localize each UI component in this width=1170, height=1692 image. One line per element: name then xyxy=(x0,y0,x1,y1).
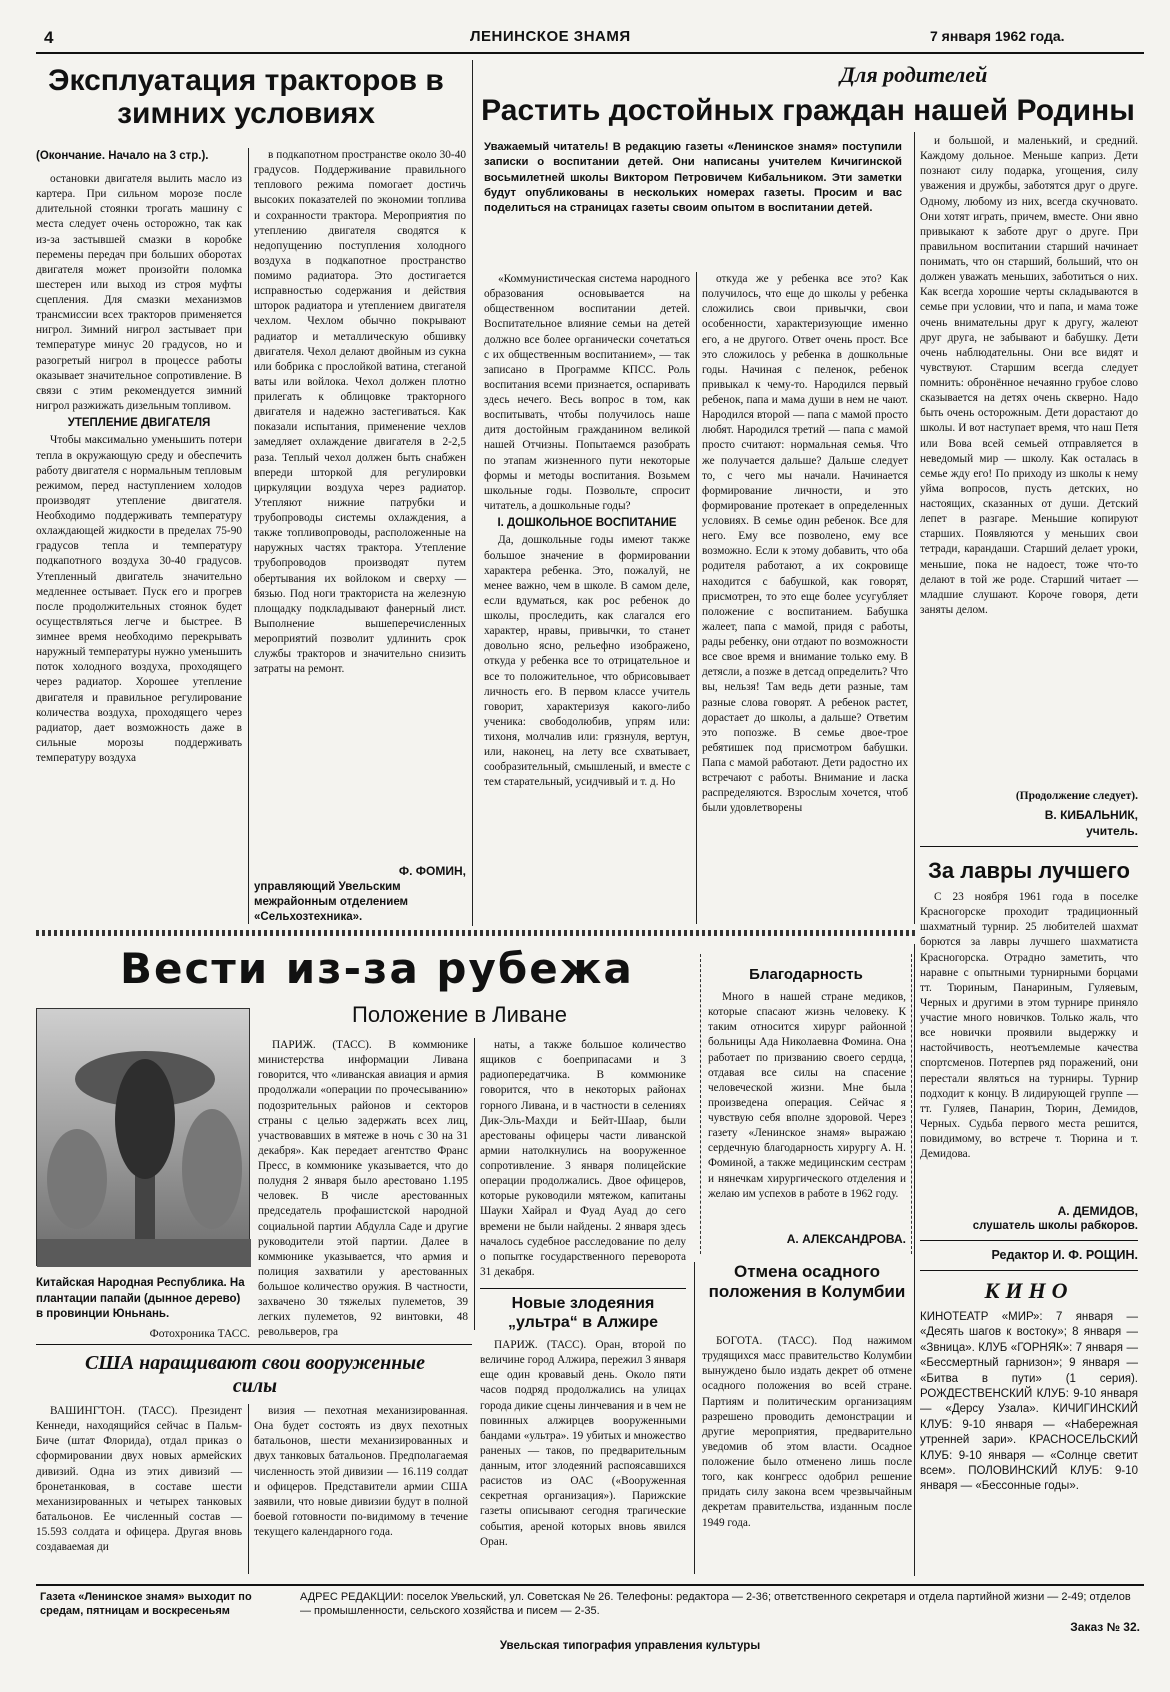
issue-date: 7 января 1962 года. xyxy=(930,28,1065,44)
parents-column-1: «Коммунистическая система народного образования основывается на общественном воспитании детей. Воспитательное влияние семьи на детей должно все более органически сочетаться с их общественным воспитанием», — так записано в Программе КПСС. Роль воспитания всеми признается, оспаривать здесь нечего. Весь вопрос в том, как воспитывать, чтобы получилось наше дитя достойным гражданином великой нашей Отчизны. Попытаемся разобрать по этапам жизненного пути некоторые формы и методы воспитания. Возьмем школьные годы. Позвольте, спросит читатель, а дошкольные годы? I. ДОШКОЛЬНОЕ ВОСПИТАНИЕ Да, дошкольные годы имеют также большое значение в формировании характера ребенка. Это, пожалуй, не менее важно, чем в школе. В самом деле, если вдуматься, как рос ребенок до школы, проследить, как слагался его характер, нравы, привычки, то станет довольно ясно, рельефно изображено, откуда у ребенка все то отрицательное и все то положительное, что обрисовывает личность его. В первом классе учитель говорит, характеризуя какого-либо ученика: свободолюбив, упрям или: тихоня, молчалив или: грязнуля, вертун, или, наконец, на лету все схватывает, сообразительный, смышленый, и вместе с тем старательный, усидчивый и т. д. Но xyxy=(484,273,690,789)
kino-title: КИНО xyxy=(984,1278,1074,1303)
thanks-body: Много в нашей стране медиков, которые спасают жизнь человеку. К таким относится хирург районной больницы Ада Николаевна Фомина. Она работает по призванию своего сердца, отдавая все силы на спасение человеческой жизни. Мне была произведена операция. Сейчас я чувствую себя вполне здоровой. Через газету «Ленинское знамя» выражаю сердечную благодарность хирургу А. Н. Фоминой, а также медицинским сестрам и нянечкам хирургического отделения и желаю им успехов в работе в 1962 году. xyxy=(708,991,906,1200)
parents-signature-role: учитель. xyxy=(1086,824,1138,838)
thanks-title: Благодарность xyxy=(749,966,863,983)
footer-schedule: Газета «Ленинское знамя» выходит по средам, пятницам и воскресеньям xyxy=(40,1591,252,1618)
parents-subhead: I. ДОШКОЛЬНОЕ ВОСПИТАНИЕ xyxy=(497,517,677,529)
kino-body: КИНОТЕАТР «МИР»: 7 января — «Десять шагов к востоку»; 8 января — «Звница». КЛУБ «ГОРНЯК»: 7 января — «Бессмертный гарнизон»; 9 января — «Битва в пути» (1 серия). РОЖДЕСТВЕНСКИЙ КЛУБ: 9-10 января — «Дерсу Узала». КИЧИГИНСКИЙ КЛУБ: 9-10 января — «Набережная утренней зари». КРАСНОСЕЛЬСКИЙ КЛУБ: 9-10 января — «Солнце светит всем». ПОЛОВИНСКИЙ КЛУБ: 9-10 января — «Бессонные годы». xyxy=(920,1311,1138,1493)
masthead-rule xyxy=(36,52,1144,54)
footer-rule xyxy=(36,1584,1144,1586)
algeria-body: ПАРИЖ. (ТАСС). Оран, второй по величине город Алжира, пережил 3 января еще один кровавый день. Около пяти часов подряд продолжались на улицах города дикие сцены линчевания и в чем не повинных алжирцев вооруженными бандами «ультра». 19 убитых и множество раненых — таков, по предварительным данным, итог злодеяний распоясавшихся расистов из ОАС («Вооруженная секретная организация»). Парижские газеты описывают сегодня трагические события, ареной которых вновь явился Оран. xyxy=(480,1339,686,1548)
parents-lead: Уважаемый читатель! В редакцию газеты «Ленинское знамя» поступили записки о воспитании детей. Они написаны учителем Кичигинской восьмилетней школы Виктором Петровичем Кибальником. Эти заметки будут опубликованы в нескольких номерах газеты. Просим и вас поделиться на страницах газеты своим опытом в воспитании детей. xyxy=(484,141,902,214)
papaya-photo xyxy=(36,1008,250,1266)
tractors-title: Эксплуатация тракторов в зимних условиях xyxy=(48,64,444,130)
parents-signature: В. КИБАЛЬНИК, xyxy=(1044,808,1138,822)
section-separator xyxy=(36,930,916,936)
news-subtitle: Положение в Ливане xyxy=(352,1002,567,1027)
colombia-title: Отмена осадного положения в Колумбии xyxy=(708,1262,906,1302)
tractors-intro: (Окончание. Начало на 3 стр.). xyxy=(36,150,209,162)
tractors-signature: Ф. ФОМИН, xyxy=(398,864,466,878)
tractors-subhead: УТЕПЛЕНИЕ ДВИГАТЕЛЯ xyxy=(67,417,211,429)
lebanon-column-2: наты, а также большое количество ящиков с боеприпасами и 3 радиопередатчика. В коммюнике говорится, что в некоторых районах горного Ливана, и в частности в селениях Дик-Эль-Махди и Бейт-Шаар, были арестованы офицеры части ливанской армии натолкнулись на вооруженное сопротивление. 3 января полицейские операции продолжались. Двое офицеров, которые руководили мятежом, капитаны Шауки Хайрал и Фуад Ауад до сего времени не были найдены. 2 января здесь началось судебное расследование по делу о попытке государственного переворота 31 декабря. xyxy=(480,1039,686,1278)
papaya-tree-icon xyxy=(37,1009,251,1267)
lebanon-column-1: ПАРИЖ. (ТАСС). В коммюнике министерства информации Ливана говорится, что «ливанская авиация и армия продолжали «операции по прочесыванию» подозрительных районов и секторов страны с целью задержать всех лиц, участвовавших в мятеже в ночь с 30 на 31 декабря». Как передает агентство Франс Пресс, в коммюнике указывается, что до полудня 2 января было арестовано 1.195 человек. В числе арестованных председатель профашистской народной социальной партии Абдулла Саде и другие руководители этой партии. Далее в коммюнике указывается, что армия и полиция захватили у арестованных большое количество оружия. В частности, захвачено 30 тяжелых пулеметов, 39 легких пулеметов, 92 винтовки, 48 револьверов, гра xyxy=(258,1039,468,1339)
parents-kicker: Для родителей xyxy=(840,62,988,87)
laurels-signature-role: слушатель школы рабкоров. xyxy=(972,1220,1138,1232)
paper-name: ЛЕНИНСКОЕ ЗНАМЯ xyxy=(470,28,631,45)
usa-title: США наращивают свои вооруженные силы xyxy=(84,1352,426,1397)
editor-line: Редактор И. Ф. РОЩИН. xyxy=(991,1248,1138,1262)
page-number: 4 xyxy=(44,28,54,47)
tractors-column-1: остановки двигателя вылить масло из картера. При сильном морозе после длительной стоянки трогать машину с места следует очень осторожно, так как из-за застывшей смазки в коробке перемены передач при больших оборотах двигателя может произойти поломка шестерен или выход из строя муфты сцепления. Для смазки механизмов трансмиссии всех тракторов применяется нигрол. Зимний нигрол застывает при температуре минус 20 градусов, но и разогретый нигрол в процессе работы оказывает значительное сопротивление. В связи с этим рекомендуется зимний нигрол разжижать дизельным топливом. УТЕПЛЕНИЕ ДВИГАТЕЛЯ Чтобы максимально уменьшить потери тепла в окружающую среду и обеспечить работу двигателя с нормальным тепловым режимом, перед наступлением холодов производят утепление двигателя. Необходимо поддерживать температуру охлаждающей жидкости в пределах 75-90 градусов тепла и температуру подкапотного воздуха 30-40 градусов. Утепленный двигатель значительно медленнее остывает. Пуск его и прогрев после продолжительных стоянок будет осуществляться легче и быстрее. В зимнее время необходимо перекрывать наружный температуры нужно уменьшить поток холодного воздуха, проходящего через радиатор. Хорошее утепление двигателя и правильное регулирование количества воздуха, проходящего через радиатор, дает возможность даже в сильные морозы поддерживать температуру воздуха xyxy=(36,173,242,765)
parents-column-3: и большой, и маленький, и средний. Каждому дольное. Меньше каприз. Дети познают силу подарка, угощения, силу уважения и дружбы, заботятся друг о друге. Одному, любому из них, всегда скучновато. Они хотят играть, причем, вместе. Они явно привыкают к заботе друг о друге. При правильном воспитании старший начинает понимать, что он старший, больший, что он должен уважать меньших, заботиться о них. Как всегда хорошие черты складываются в семье при условии, что и папа, и мама тоже очень внимательны друг к другу, жалеют друг друга, не забывают и бабушку. Дети очень наблюдательны. Они все видят и чувствуют. Старшим всегда следует помнить: обронённое нечаянно грубое слово сказывается на детях очень скверно. Надо быть очень осторожным. Дети дорастают до школы. И вот наступает время, что наш Петя или Вова всей семьей отправляется в неведомый мир — школу. Как осталась в семье жду его! По приходу из школы к нему уйма вопросов, пусть детских, но настоящих, сказанных от души. Детский лепет в разгаре. Меньшие копируют старших. Появляются у меньших свои тетради, карандаши. Старший делает уроки, меньшие, пока не надоест, тоже что-то делают в той же роде. Старший читает — младшие слушают. Короче говоря, дети заняты делом. xyxy=(920,135,1138,616)
colombia-body: БОГОТА. (ТАСС). Под нажимом трудящихся масс правительство Колумбии вынуждено было издать декрет об отмене осадного положения во всей стране. Партиям и политическим организациям разрешено проводить демонстрации и другие мероприятия, предварительно уведомив об этом власти. Осадное положение было отменено лишь после того, как конгресс одобрил решение придать силу закона всем чрезвычайным декретам правительства, изданным после 1949 года. xyxy=(702,1335,912,1529)
news-header: Вести из-за рубежа xyxy=(120,944,634,993)
laurels-title: За лавры лучшего xyxy=(928,858,1130,883)
usa-column-2: визия — пехотная механизированная. Она будет состоять из двух пехотных батальонов, шести механизированных и двух танковых батальонов. Предполагаемая численность этой дивизии — 16.119 солдат и офицеров. Представители армии США заявили, что новые дивизии будут в полной боевой готовности по-видимому в течение текущего календарного года. xyxy=(254,1405,468,1538)
algeria-title: Новые злодеяния „ультра“ в Алжире xyxy=(507,1295,659,1332)
footer-printer: Увельская типография управления культуры xyxy=(499,1640,761,1652)
photo-caption: Китайская Народная Республика. На плантации папайи (дынное дерево) в провинции Юньнань. xyxy=(36,1277,245,1321)
laurels-signature: А. ДЕМИДОВ, xyxy=(1057,1204,1138,1218)
thanks-signature: А. АЛЕКСАНДРОВА. xyxy=(786,1232,906,1246)
footer-address: АДРЕС РЕДАКЦИИ: поселок Увельский, ул. Советская № 26. Телефоны: редактора — 2-36; ответственного секретаря и отдела партийной жизни — 2-49; отделов — промышленности, сельского хозяйства и писем — 2-35. xyxy=(300,1591,1131,1618)
usa-column-1: ВАШИНГТОН. (ТАСС). Президент Кеннеди, находящийся сейчас в Пальм-Биче (штат Флорида), отдал приказ о сформировании двух новых армейских дивизий. Одна из этих дивизий — бронетанковая, в составе шести механизированных и четырех танковых батальонов. Ее численный состав — 15.593 солдата и офицера. Другая вновь создаваемая ди xyxy=(36,1405,242,1554)
parents-title: Растить достойных граждан нашей Родины xyxy=(481,94,1135,127)
footer-order: Заказ № 32. xyxy=(1070,1620,1140,1634)
photo-credit: Фотохроника ТАСС. xyxy=(149,1328,250,1340)
laurels-body: С 23 ноября 1961 года в поселке Красногорске проходит традиционный шахматный турнир. 25 любителей шахмат борются за лавры лучшего шахматиста Красногорска. Отрадно заметить, что наравне с опытными турнирными борцами тт. Тюриным, Панариным, Гуляевым, Черных и другими в этом турнире приняло участие много новичков. Только жаль, что все новички проявили выдержку и настойчивость, неотъемлемые качества спортсменов. Потерпев ряд поражений, они перестали являться на турниры. Турнир подходит к концу. В лидирующей группе — тт. Гуляев, Панарин, Тюрин, Демидов, Черных. Судьба первого места решится, повидимому, во встрече т. Тюрина и т. Демидова. xyxy=(920,891,1138,1161)
parents-continued: (Продолжение следует). xyxy=(1015,790,1138,802)
tractors-signature-role: управляющий Увельским межрайонным отделением «Сельхозтехника». xyxy=(254,881,409,923)
parents-column-2: откуда же у ребенка все это? Как получилось, что еще до школы у ребенка сложились свои привычки, свои особенности, характеризующие именно его, а не другого. Ответ очень прост. Все это сложилось у ребенка в дошкольные годы. Начиная с пеленок, ребенок привыкал к чему-то. Народился первый ребенок, папа и мама души в нем не чают. Народился второй — папа с мамой просто любят. Народился третий — папа с мамой просто считают: нормальная семья. Что же получается дальше? Дальше следует то, с чего мы начали. Начинается формирование личности, и это формирование протекает в определенных условиях. В семье один ребенок. Все для него. Ему все позволено, ему все возможно. Если к этому добавить, что оба родителя работают, а их сокровище находится с бабушкой, как говорят, присмотрен, то это еще более усугубляет положение с воспитанием. Бабушка жалеет, папа с мамой, придя с работы, рады ребенку, они отдают по возможности все свое время и внимание только ему. В детясли, а позже в детсад определить? Что вы, нельзя! Там ведь дети разные, там разные слова говорят. А ребенок растет, дорастает до школы, а дальше? Ответим это попозже. В семье двое-трое ребятишек под присмотром бабушки. Папа с мамой работают. Дети радостно их встречают с работы. Внимание и ласка распределяются. Взрослым хочется, чтоб были удовлетворены xyxy=(702,273,908,815)
tractors-column-2: в подкапотном пространстве около 30-40 градусов. Поддерживание правильного теплового режима помогает достичь высоких показателей по экономии топлива и сохранности трактора. Мероприятия по утеплению двигателя сводятся к недопущению поступления холодного воздуха в подкапотное пространство помимо радиатора. Это достигается исправностью содержания и действия шторок радиатора и утеплением двигателя чехлом. Чехлом обычно покрывают радиатор и металлическую обшивку двигателя. Чехол делают двойным из сукна или бобрика с прослойкой ватина, стеганой ваты или войлока. Чехол должен плотно прилегать к облицовке тракторного двигателя и надежно застегиваться. Как показали испытания, применение чехлов замедляет охлаждение двигателя в 2-2,5 раза. Теплый чехол должен быть снабжен впереди шторкой для регулировки циркуляции воздуха через радиатор. Утепляют нижние патрубки и трубопроводы системы охлаждения, а также топливопроводы, расположенные на наружных частях трактора. Утепление трубопроводов производят путем обертывания их войлоком и сверху — бязью. Под ноги тракториста на железную площадку подкладывают фанерный лист. Выполнение вышеперечисленных мероприятий позволит удлинить срок службы тракторов и значительно снизить затраты на ремонт. xyxy=(254,149,466,676)
